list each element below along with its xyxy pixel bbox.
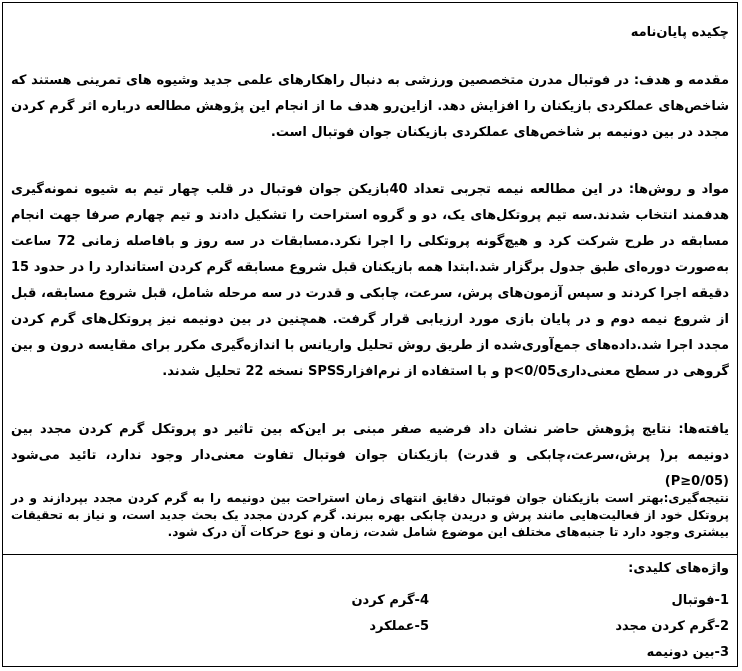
methods-paragraph: مواد و روش‌ها: در این مطالعه نیمه تجربی تعداد 40بازیکن جوان فوتبال در قلب چهار تیم به شیوه نمونه‌گیری هدفمند انتخاب شدند.سه تیم پروتکل‌های یک، دو و گروه استراحت را تشکیل دادند و تیم چهارم صرفا جهت انجام مسابقه در طرح شرکت کرد و هیچ‌گونه پروتکلی را اجرا نکرد.مسابقات در سه روز و بافاصله زمانی 72 ساعت به‌صورت دوره‌ای طبق جدول برگزار شد.ابتدا همه بازیکنان قبل شروع مسابقه گرم کردن استاندارد را در حدود 15 دقیقه اجرا کردند و سپس آزمون‌های پرش، سرعت، چابکی و قدرت در سه مرحله شامل، قبل شروع مسابقه، قبل از شروع نیمه دوم و در پایان بازی مورد ارزیابی قرار گرفت. همچنین در بین دونیمه نیز پروتکل‌های گرم کردن مجدد اجرا شد.داده‌های جمع‌آوری‌شده از طریق روش تحلیل واریانس با اندازه‌گیری مکرر برای مقایسه درون و بین گروهی در سطح معنی‌داری0/05>p و با استفاده از نرم‌افزارSPSS نسخه 22 تحلیل شدند.	[11, 182, 729, 379]
keyword-item: 4-گرم کردن	[351, 593, 429, 608]
abstract-title: چکیده پایان‌نامه	[630, 25, 729, 40]
abstract-frame	[2, 2, 738, 667]
conclusion-paragraph: نتیجه‌گیری:بهتر است بازیکنان جوان فوتبال دقایق انتهای زمان استراحت بین دونیمه را به گرم کردن مجدد بپردازند و در پروتکل خود از فعالیت‌هایی مانند پرش و دریدن چابکی بهره ببرند. گرم کردن مجدد یک بحث جدید است، و نیاز به تحقیقات بیشتری وجود دارد تا جنبه‌های مختلف این موضوع شامل شدت، زمان و نوع حرکات آن درک شود.	[11, 491, 729, 539]
keywords-list	[11, 588, 729, 666]
findings-paragraph: یافته‌ها: نتایج پژوهش حاضر نشان داد فرضیه صفر مبنی بر این‌که بین تاثیر دو پروتکل گرم کردن مجدد بین دونیمه بر( پرش،سرعت،چابکی و قدرت) بازیکنان جوان فوتبال تفاوت معنی‌دار وجود ندارد، تائید می‌شود (P≥0/05)	[11, 422, 729, 489]
section-divider	[3, 554, 737, 555]
intro-paragraph: مقدمه و هدف: در فوتبال مدرن متخصصین ورزشی به دنبال راهکارهای علمی جدید وشیوه های تمرینی هستند که شاخص‌های عملکردی بازیکنان را افزایش دهد. ازاین‌رو هدف ما از انجام این پژوهش مطالعه درباره اثر گرم کردن مجدد در بین دونیمه بر شاخص‌های عملکردی بازیکنان جوان فوتبال است.	[11, 73, 729, 140]
keyword-item: 5-عملکرد	[369, 619, 429, 634]
keywords-title: واژه‌های کلیدی:	[628, 561, 729, 576]
keyword-item: 2-گرم کردن مجدد	[615, 619, 729, 634]
keyword-item: 1-فوتبال	[671, 593, 729, 608]
keyword-item: 3-بین دونیمه	[646, 645, 729, 660]
